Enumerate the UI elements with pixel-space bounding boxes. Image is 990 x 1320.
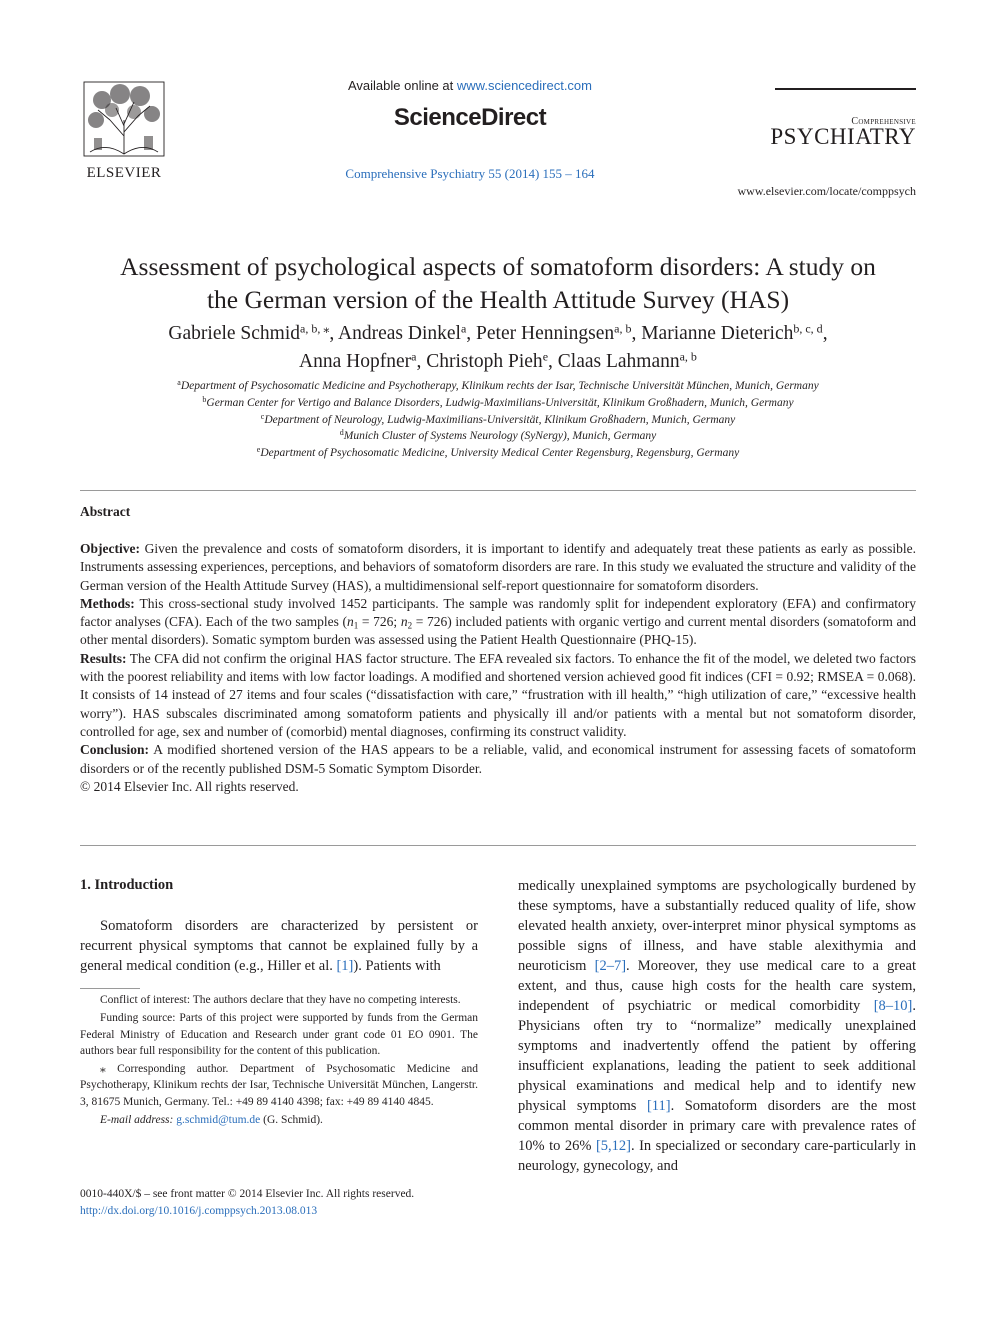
elsevier-logo — [80, 80, 168, 180]
journal-citation[interactable]: Comprehensive Psychiatry 55 (2014) 155 – 164 — [345, 166, 595, 181]
affiliation-text: Department of Neurology, Ludwig-Maximilians-Universität, Klinikum Großhadern, Munich, Germany — [264, 413, 736, 426]
affiliation-text: Department of Psychosomatic Medicine and Psychotherapy, Klinikum rechts der Isar, Technische Universität München, Munich, Germany — [180, 380, 819, 392]
reference-link[interactable]: [2–7] — [594, 958, 627, 974]
author-affil-marks: e — [542, 349, 549, 364]
affiliation — [80, 428, 916, 445]
section-heading-introduction: 1. Introduction — [80, 877, 174, 893]
front-matter — [80, 1186, 478, 1219]
author-name[interactable]: Marianne Dieterich — [641, 323, 794, 344]
reference-link[interactable]: [11] — [646, 1098, 671, 1114]
journal-homepage-link[interactable]: www.elsevier.com/locate/comppsych — [737, 184, 916, 198]
affiliation — [80, 395, 916, 412]
affiliation-key: c — [260, 411, 265, 421]
author-name[interactable]: Claas Lahmann — [557, 351, 680, 372]
intro-paragraph-left — [80, 916, 478, 976]
footnote-funding: Funding source: Parts of this project were supported by funds from the German Federal Ministry of Education and Research under grant code 01 EO 0901. The authors bear full responsibility for the content of this publication. — [80, 1012, 478, 1057]
sample-variable: n — [347, 614, 354, 630]
availability-text: Available online at — [347, 78, 457, 93]
author-affil-marks: b, c, d — [793, 321, 823, 336]
sciencedirect-link[interactable]: www.sciencedirect.com — [456, 78, 592, 93]
title-line: Assessment of psychological aspects of somatoform disorders: A study on — [120, 252, 876, 281]
intro-text: medically unexplained symptoms are psychologically burdened by these symptoms, have a substantially reduced quality of life, show elevated health anxiety, over-interpret minor physical symptoms as possible signs of illness, and have stable alexithymia and neuroticism — [518, 878, 916, 974]
methods-label: Methods: — [80, 595, 135, 611]
email-link[interactable]: g.schmid@tum.de — [176, 1114, 261, 1127]
affiliation-text: Munich Cluster of Systems Neurology (SyNergy), Munich, Germany — [343, 430, 657, 443]
article-title — [80, 250, 916, 316]
conclusion-label: Conclusion: — [80, 742, 150, 758]
footnote-divider — [80, 988, 140, 989]
intro-text: ). Patients with — [353, 958, 441, 974]
affiliation-key: a — [177, 378, 181, 387]
abstract-conclusion — [80, 741, 916, 778]
intro-paragraph-right — [518, 876, 916, 1176]
author-name[interactable]: Christoph Pieh — [426, 351, 543, 372]
intro-text: . Somatoform disorders are the most common mental disorder in primary care with prevalence rates of 10% to 26% — [518, 1098, 916, 1154]
email-owner: (G. Schmid). — [260, 1114, 323, 1127]
abstract-methods — [80, 595, 916, 650]
sample-variable: n — [400, 614, 408, 630]
affiliation-key: e — [256, 445, 261, 455]
affiliation-key: b — [202, 394, 207, 404]
sciencedirect-logo: ScienceDirect — [393, 104, 547, 131]
author-affil-marks: a — [460, 321, 467, 336]
sample-subscript: 1 — [353, 620, 359, 631]
sample-subscript: 2 — [407, 620, 413, 631]
abstract-heading: Abstract — [80, 504, 131, 519]
author-line: Anna Hopfner$^a$, Christoph Pieh$^e$, Claas Lahmann$^{a, b}$ — [299, 349, 697, 372]
reference-link[interactable]: [8–10] — [873, 998, 913, 1014]
journal-logo-subtitle: Comprehensive — [851, 116, 916, 127]
abstract-objective — [80, 540, 916, 595]
issn-line: 0010-440X/$ – see front matter © 2014 Elsevier Inc. All rights reserved. — [80, 1188, 415, 1200]
affiliation-key: d — [339, 428, 344, 438]
affiliation-text: Department of Psychosomatic Medicine, University Medical Center Regensburg, Regensburg, Germany — [260, 447, 740, 460]
author-affil-marks: a, b, ⁎ — [300, 321, 330, 336]
intro-text: . Moreover, they use medical care to a great extent, and thus, cause high costs for the health care system, independent of psychiatric or medical comorbidity — [518, 958, 916, 1014]
abstract-bottom-divider — [80, 845, 916, 846]
abstract-copyright: © 2014 Elsevier Inc. All rights reserved. — [80, 778, 299, 794]
sample-value: = 726) — [412, 614, 452, 630]
reference-link[interactable]: [1] — [336, 958, 354, 974]
abstract-body — [80, 540, 916, 796]
author-affil-marks: a, b — [679, 349, 697, 364]
objective-text: Given the prevalence and costs of somatoform disorders, it is important to identify and adequately treat these patients as early as possible. Instruments assessing experiences, perceptions, and behaviors of somatoform disorders are rare. In this study we evaluated the structure and validity of the German version of the Health Attitude Survey (HAS), a multidimensional self-report questionnaire for somatoform disorders. — [80, 541, 916, 593]
elsevier-tree-icon — [80, 80, 168, 180]
intro-text: . In specialized or secondary care-particularly in neurology, gynecology, and — [518, 1138, 917, 1174]
affiliation — [80, 412, 916, 429]
footnote-conflict: Conflict of interest: The authors declare that they have no competing interests. — [100, 994, 461, 1006]
results-label: Results: — [80, 650, 127, 666]
journal-logo-title: PSYCHIATRY — [770, 124, 916, 149]
author-affil-marks: a — [411, 349, 417, 364]
objective-label: Objective: — [80, 541, 140, 556]
email-label: E-mail address: — [100, 1114, 177, 1127]
abstract-results — [80, 650, 916, 741]
author-name[interactable]: Gabriele Schmid — [168, 323, 301, 344]
footnotes — [80, 992, 478, 1130]
affiliation-list — [80, 378, 916, 462]
svg-text:ELSEVIER: ELSEVIER — [86, 165, 162, 180]
footnote-corresponding: ⁎ Corresponding author. Department of Psychosomatic Medicine and Psychotherapy, Klinikum rechts der Isar, Technische Universität München, Langerstr. 3, 81675 Munich, Germany. Tel.: +49 89 4140 4398; fax: +49 89 4140 4845. — [80, 1063, 478, 1108]
abstract-top-divider — [80, 490, 916, 491]
journal-logo-rule — [775, 88, 916, 90]
author-affil-marks: a, b — [614, 321, 632, 336]
author-name[interactable]: Peter Henningsen — [476, 323, 615, 344]
methods-text: included patients with organic vertigo and current mental disorders (somatoform and other mental disorders). Somatic symptom burden was assessed using the Patient Health Questionnaire (PHQ-15). — [80, 614, 917, 648]
intro-text: Somatoform disorders are characterized by persistent or recurrent physical symptoms that cannot be explained fully by a general medical condition (e.g., Hiller et al. — [80, 918, 478, 974]
affiliation — [80, 378, 916, 395]
author-name[interactable]: Andreas Dinkel — [338, 323, 461, 344]
affiliation-text: German Center for Vertigo and Balance Disorders, Ludwig-Maximilians-Universität, Klinikum Großhadern, Munich, Germany — [206, 396, 794, 409]
author-name[interactable]: Anna Hopfner — [299, 351, 412, 372]
results-text: The CFA did not confirm the original HAS factor structure. The EFA revealed six factors. To enhance the fit of the model, we deleted two factors with the poorest reliability and items with low factor loadings. A modified and shortened version achieved good fit indices (CFI = 0.92; RMSEA = 0.068). It consists of 14 instead of 27 items and four scales (“dissatisfaction with care,” “frustration with ill health,” “high utilization of care,” “excessive health worry”). HAS subscales discriminated among somatoform patients and physically ill and/or patients with a mental but not somatoform disorder, controlled for age, sex and number of (comorbid) mental diagnoses, confirming its construct validity. — [80, 650, 916, 739]
author-list — [80, 320, 916, 376]
author-line: Gabriele Schmid$^{a, b, ⁎}$, Andreas Dinkel$^a$, Peter Henningsen$^{a, b}$, Marianne Dieterich$^{b, c, d}$, — [168, 321, 828, 344]
availability-line — [290, 78, 650, 93]
conclusion-text: A modified shortened version of the HAS appears to be a reliable, valid, and economical instrument for assessing facets of somatoform disorders or of the recently published DSM-5 Somatic Symptom Disorder. — [80, 742, 916, 776]
affiliation — [80, 445, 916, 462]
methods-text: This cross-sectional study involved 1452 participants. The sample was randomly split for independent exploratory (EFA) and confirmatory factor analyses (CFA). Each of the two samples ( — [80, 595, 916, 630]
doi-link[interactable]: http://dx.doi.org/10.1016/j.comppsych.2013.08.013 — [80, 1204, 318, 1217]
title-line: the German version of the Health Attitude Survey (HAS) — [206, 285, 790, 314]
intro-text: . Physicians often try to “normalize” medically unexplained symptoms and inadvertently offend the patient by offering insufficient explanations, leading the patient to seek additional physical examinations and medical help and to identify new physical symptoms — [518, 998, 916, 1114]
sample-value: = 726; — [358, 614, 401, 630]
footnote-email — [80, 1112, 478, 1128]
reference-link[interactable]: [5,12] — [595, 1138, 631, 1154]
